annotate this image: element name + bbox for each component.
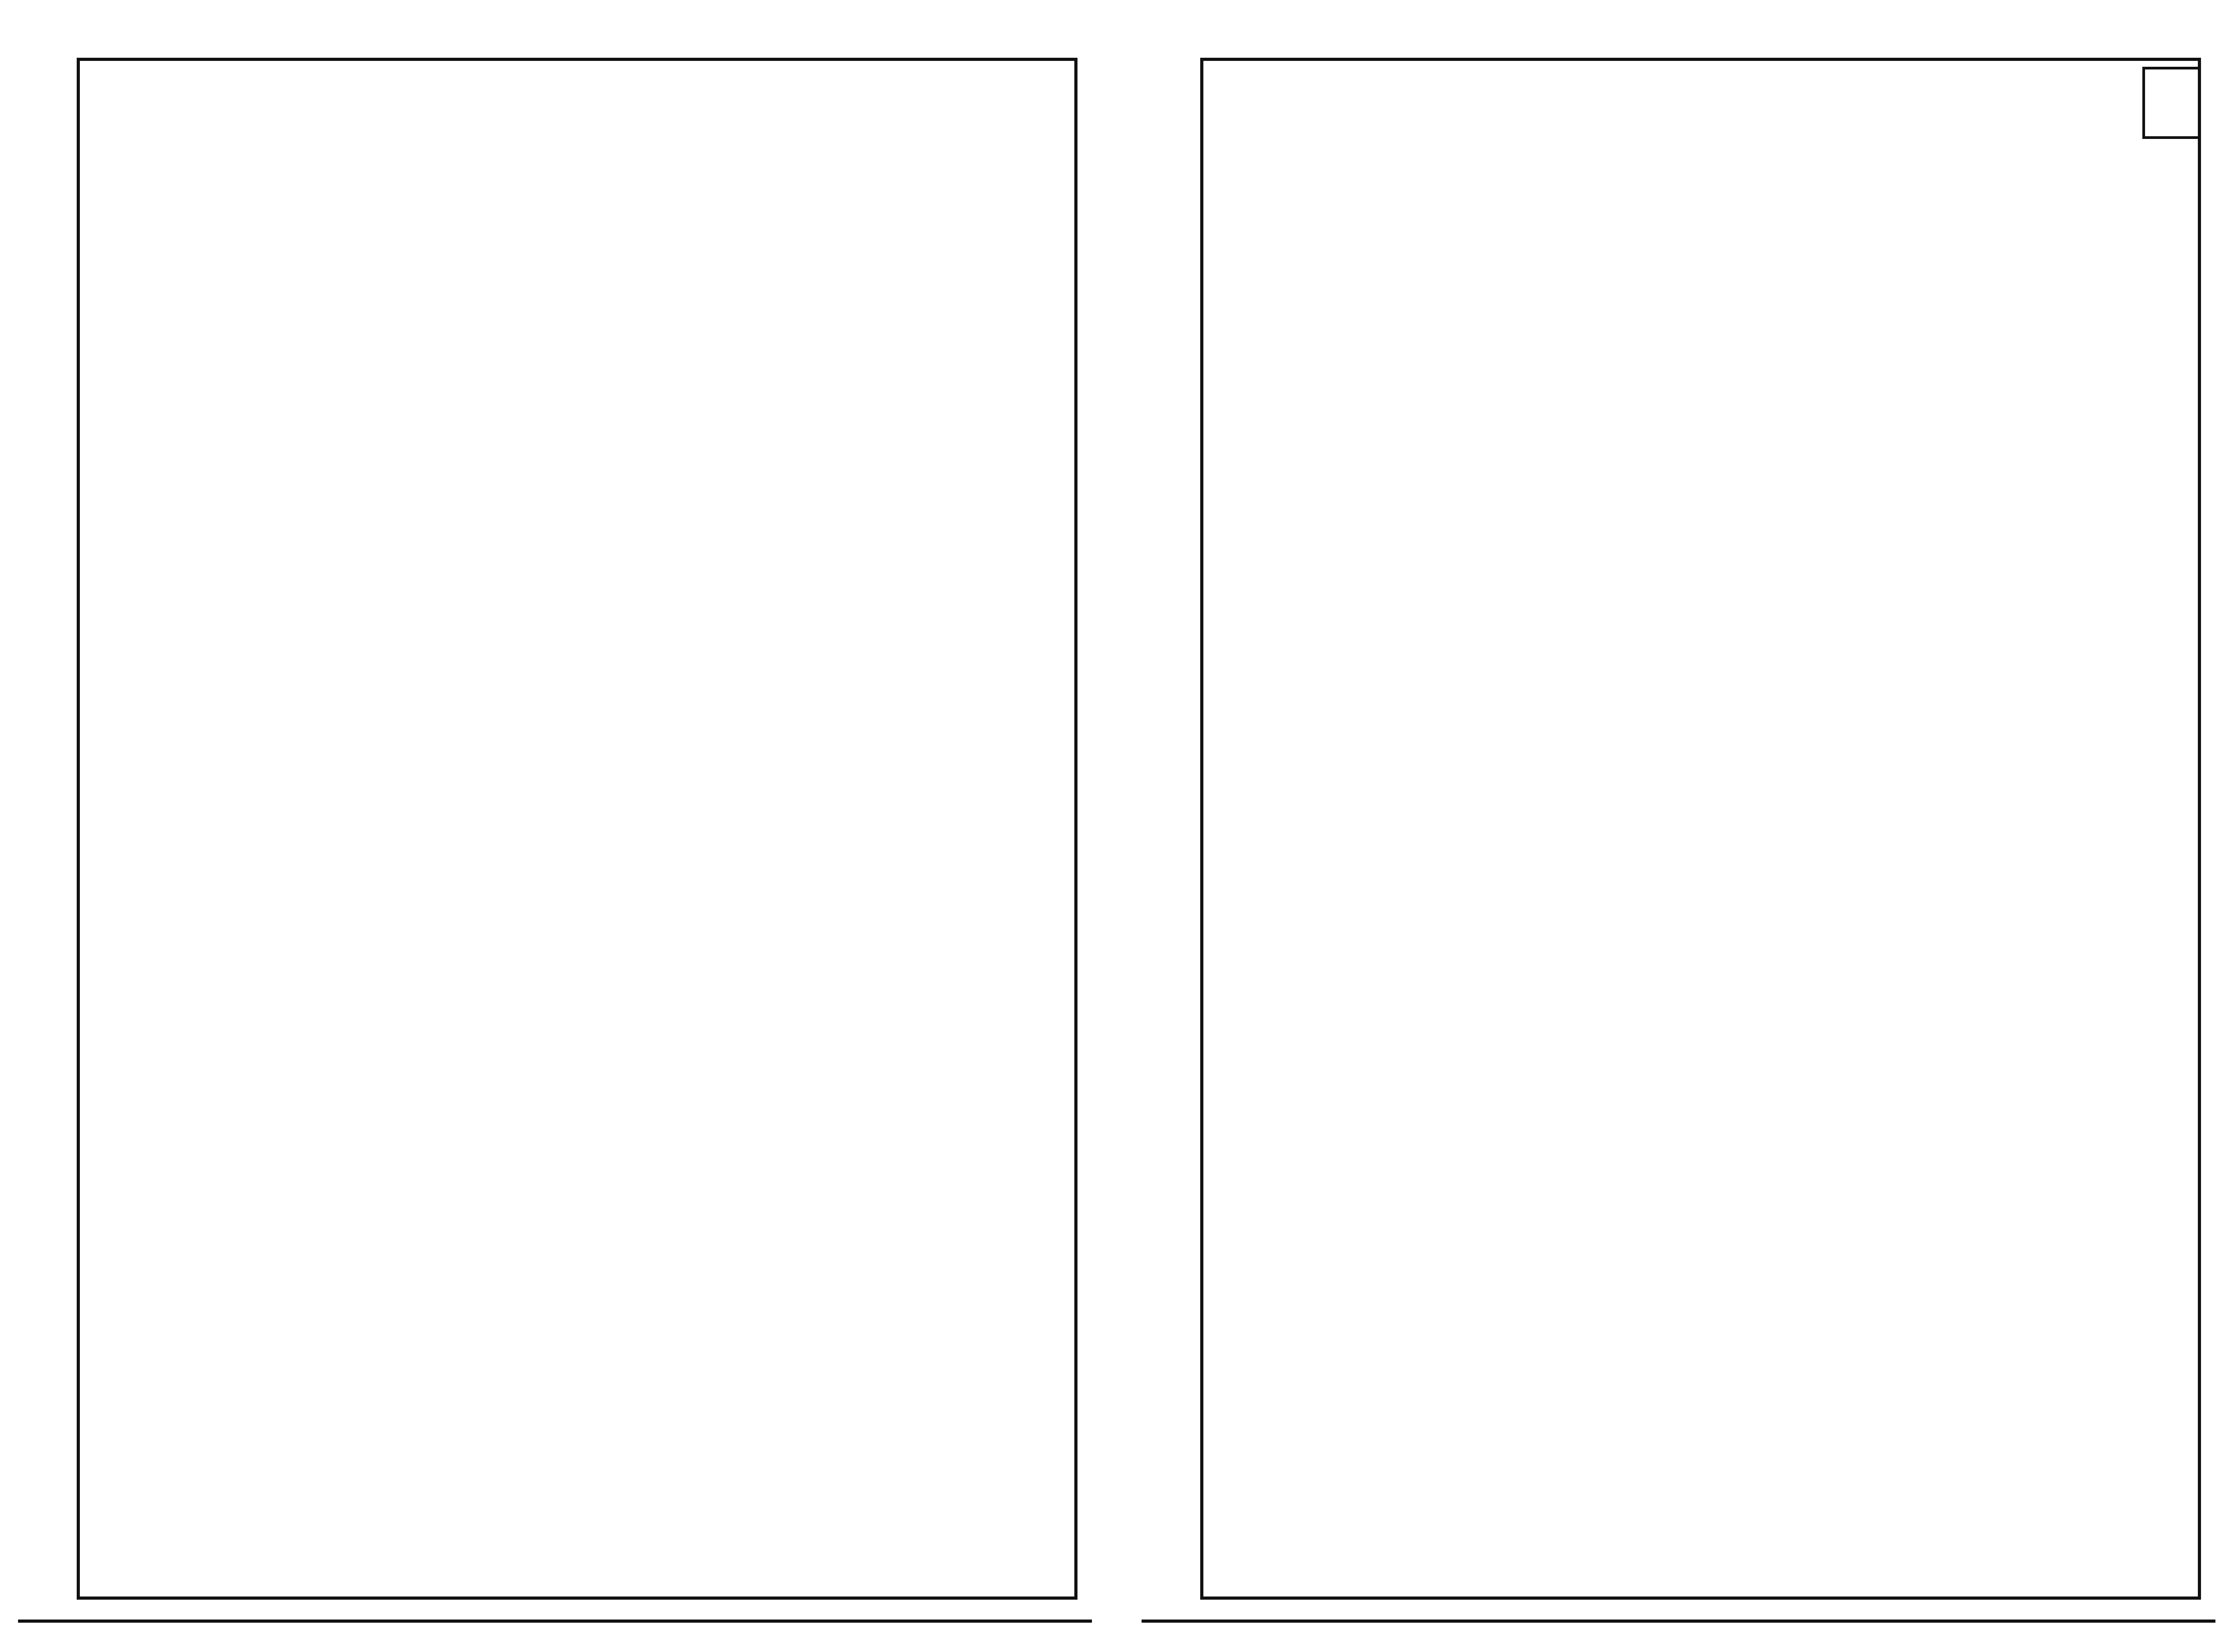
left-frame bbox=[77, 58, 1077, 1600]
page-number-box bbox=[2142, 67, 2201, 139]
right-frame bbox=[1200, 58, 2201, 1600]
right-sheet bbox=[1114, 0, 2238, 1652]
left-bottom-rule bbox=[18, 1620, 1092, 1623]
right-bottom-rule bbox=[1142, 1620, 2215, 1623]
left-sheet bbox=[0, 0, 1110, 1652]
